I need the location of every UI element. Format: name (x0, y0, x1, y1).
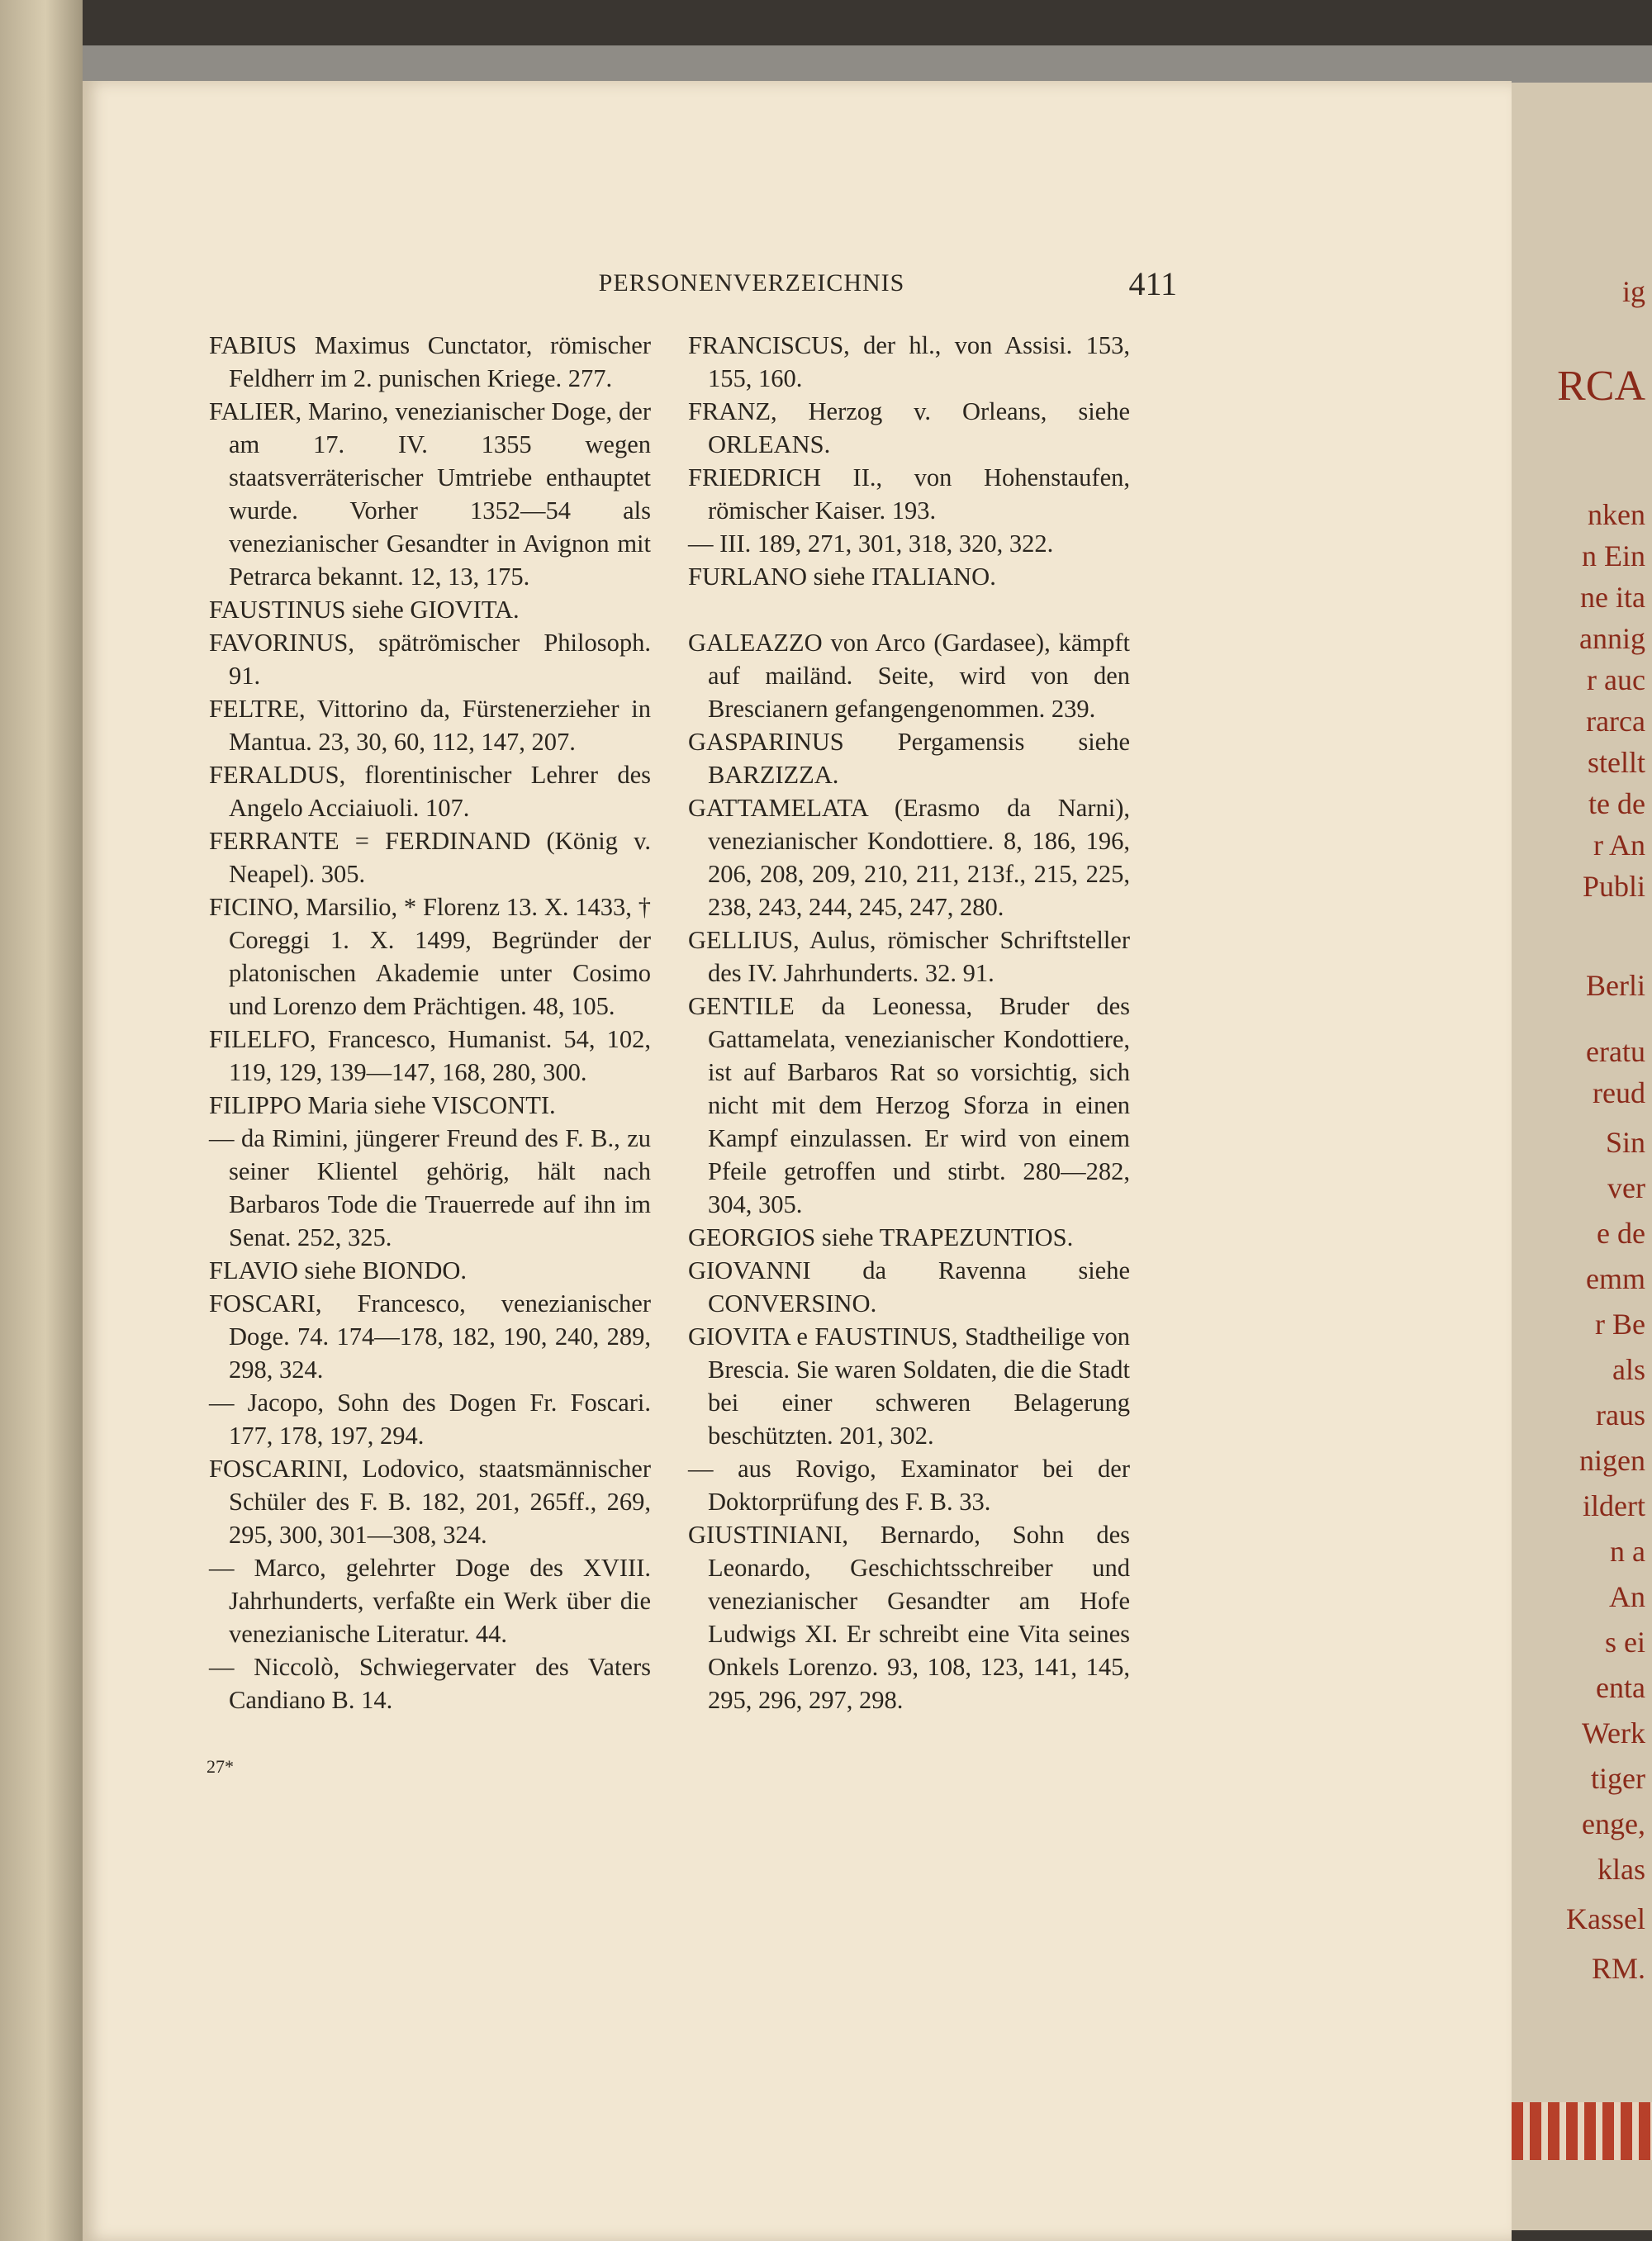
index-entry: FERRANTE = FERDINAND (König v. Neapel). 305. (209, 827, 651, 888)
dust-jacket-flap (1512, 83, 1652, 2230)
index-entry: — Jacopo, Sohn des Dogen Fr. Foscari. 177, 178, 197, 294. (209, 1389, 651, 1450)
flap-text: RM. (1591, 1952, 1645, 1985)
flap-text: raus (1596, 1398, 1645, 1431)
flap-text: Publi (1582, 870, 1645, 903)
index-entry: GATTAMELATA (Erasmo da Narni), venezianischer Kondottiere. 8, 186, 196, 206, 208, 209, 210, 211, 213f., 215, 225, 238, 243, 244, 245, 247, 280. (688, 794, 1130, 921)
index-entry: GASPARINUS Pergamensis siehe BARZIZZA. (688, 728, 1130, 789)
index-entry: FURLANO siehe ITALIANO. (688, 563, 996, 591)
index-entry: — da Rimini, jüngerer Freund des F. B., zu seiner Klientel gehörig, hält nach Barbaros Tode die Trauerrede auf ihn im Senat. 252, 325. (209, 1124, 651, 1251)
index-entry: GEORGIOS siehe TRAPEZUNTIOS. (688, 1223, 1074, 1251)
flap-text: nigen (1579, 1444, 1645, 1477)
flap-text: Werk (1581, 1716, 1645, 1750)
flap-text: r An (1593, 829, 1645, 862)
flap-text: nken (1588, 498, 1645, 531)
index-entry: GELLIUS, Aulus, römischer Schriftsteller des IV. Jahrhunderts. 32. 91. (688, 926, 1130, 987)
index-entry: FRANCISCUS, der hl., von Assisi. 153, 155, 160. (688, 331, 1130, 392)
page-number: 411 (1128, 265, 1177, 302)
flap-text: n a (1610, 1535, 1645, 1568)
flap-text: ne ita (1580, 581, 1645, 614)
index-entry: FELTRE, Vittorino da, Fürstenerzieher in Mantua. 23, 30, 60, 112, 147, 207. (209, 695, 651, 756)
flap-text: Berli (1586, 969, 1645, 1002)
index-entry: — III. 189, 271, 301, 318, 320, 322. (688, 529, 1054, 558)
facing-page-edge (0, 0, 83, 2241)
flap-text: te de (1588, 787, 1645, 820)
book-page (83, 81, 1512, 2241)
index-entry: FRANZ, Herzog v. Orleans, siehe ORLEANS. (688, 397, 1130, 458)
index-column-right (688, 329, 1130, 1716)
index-entry: GENTILE da Leonessa, Bruder des Gattamelata, venezianischer Kondottiere, ist auf Barbaros Rat so vorsichtig, sich nicht mit dem Herzog Sforza in einen Kampf einzulassen. Er wird von einem Pfeile getroffen und stirbt. 280—282, 304, 305. (688, 992, 1130, 1218)
index-entry: FAUSTINUS siehe GIOVITA. (209, 596, 520, 624)
index-column-left (209, 329, 651, 1716)
flap-text: Kassel (1566, 1902, 1645, 1935)
flap-text: tiger (1591, 1762, 1645, 1795)
flap-text: ildert (1583, 1489, 1645, 1522)
index-entry: FOSCARI, Francesco, venezianischer Doge. 74. 174—178, 182, 190, 240, 289, 298, 324. (209, 1289, 651, 1384)
index-entry: FILIPPO Maria siehe VISCONTI. (209, 1091, 556, 1119)
flap-text: Sin (1605, 1126, 1645, 1159)
index-entry: — aus Rovigo, Examinator bei der Doktorprüfung des F. B. 33. (688, 1455, 1130, 1516)
flap-text: eratu (1586, 1035, 1645, 1068)
greek-key-ornament-bottom (1512, 2102, 1652, 2160)
flap-text: An (1609, 1580, 1645, 1613)
flap-text: e de (1597, 1217, 1645, 1250)
flap-text: enge, (1582, 1807, 1645, 1840)
flap-text: r auc (1587, 663, 1645, 696)
flap-text: n Ein (1582, 539, 1645, 572)
flap-text: als (1612, 1353, 1645, 1386)
flap-text: rarca (1586, 705, 1645, 738)
index-entry: GIUSTINIANI, Bernardo, Sohn des Leonardo, Geschichtsschreiber und venezianischer Gesandter am Hofe Ludwigs XI. Er schreibt eine Vita seines Onkels Lorenzo. 93, 108, 123, 141, 145, 295, 296, 297, 298. (688, 1521, 1130, 1714)
index-entry: — Niccolò, Schwiegervater des Vaters Candiano B. 14. (209, 1653, 651, 1714)
index-entry: GIOVITA e FAUSTINUS, Stadtheilige von Brescia. Sie waren Soldaten, die die Stadt bei einer schweren Belagerung beschützten. 201, 302. (688, 1322, 1130, 1450)
flap-text: enta (1596, 1671, 1645, 1704)
index-entry: GIOVANNI da Ravenna siehe CONVERSINO. (688, 1256, 1130, 1318)
index-entry: FOSCARINI, Lodovico, staatsmännischer Schüler des F. B. 182, 201, 265ff., 269, 295, 300, 301—308, 324. (209, 1455, 651, 1549)
index-entry: FLAVIO siehe BIONDO. (209, 1256, 468, 1284)
index-entry: GALEAZZO von Arco (Gardasee), kämpft auf mailänd. Seite, wird von den Brescianern gefangengenommen. 239. (688, 629, 1130, 723)
flap-text: ver (1607, 1171, 1645, 1204)
index-entry: FILELFO, Francesco, Humanist. 54, 102, 119, 129, 139—147, 168, 280, 300. (209, 1025, 651, 1086)
flap-text: ig (1621, 275, 1645, 308)
signature-mark: 27* (206, 1756, 234, 1777)
index-entry: FALIER, Marino, venezianischer Doge, der am 17. IV. 1355 wegen staatsverräterischer Umtriebe enthauptet wurde. Vorher 1352—54 als venezianischer Gesandter in Avignon mit Petrarca bekannt. 12, 13, 175. (209, 397, 651, 591)
index-entry: — Marco, gelehrter Doge des XVIII. Jahrhunderts, verfaßte ein Werk über die venezianische Literatur. 44. (209, 1554, 651, 1648)
flap-text: s ei (1605, 1626, 1645, 1659)
index-entry: FICINO, Marsilio, * Florenz 13. X. 1433, † Coreggi 1. X. 1499, Begründer der platonischen Akademie unter Cosimo und Lorenzo dem Prächtigen. 48, 105. (209, 893, 651, 1020)
index-entry: FRIEDRICH II., von Hohenstaufen, römischer Kaiser. 193. (688, 463, 1130, 525)
flap-text: stellt (1588, 746, 1645, 779)
flap-text: klas (1597, 1853, 1645, 1886)
flap-text: reud (1593, 1076, 1645, 1109)
flap-text: RCA (1557, 363, 1645, 410)
index-entry: FABIUS Maximus Cunctator, römischer Feldherr im 2. punischen Kriege. 277. (209, 331, 651, 392)
flap-text: r Be (1595, 1308, 1645, 1341)
index-entry: FERALDUS, florentinischer Lehrer des Angelo Acciaiuoli. 107. (209, 761, 651, 822)
index-entry: FAVORINUS, spätrömischer Philosoph. 91. (209, 629, 651, 690)
running-head: PERSONENVERZEICHNIS (598, 269, 905, 297)
flap-text: annig (1579, 622, 1645, 655)
flap-text: emm (1586, 1262, 1645, 1295)
